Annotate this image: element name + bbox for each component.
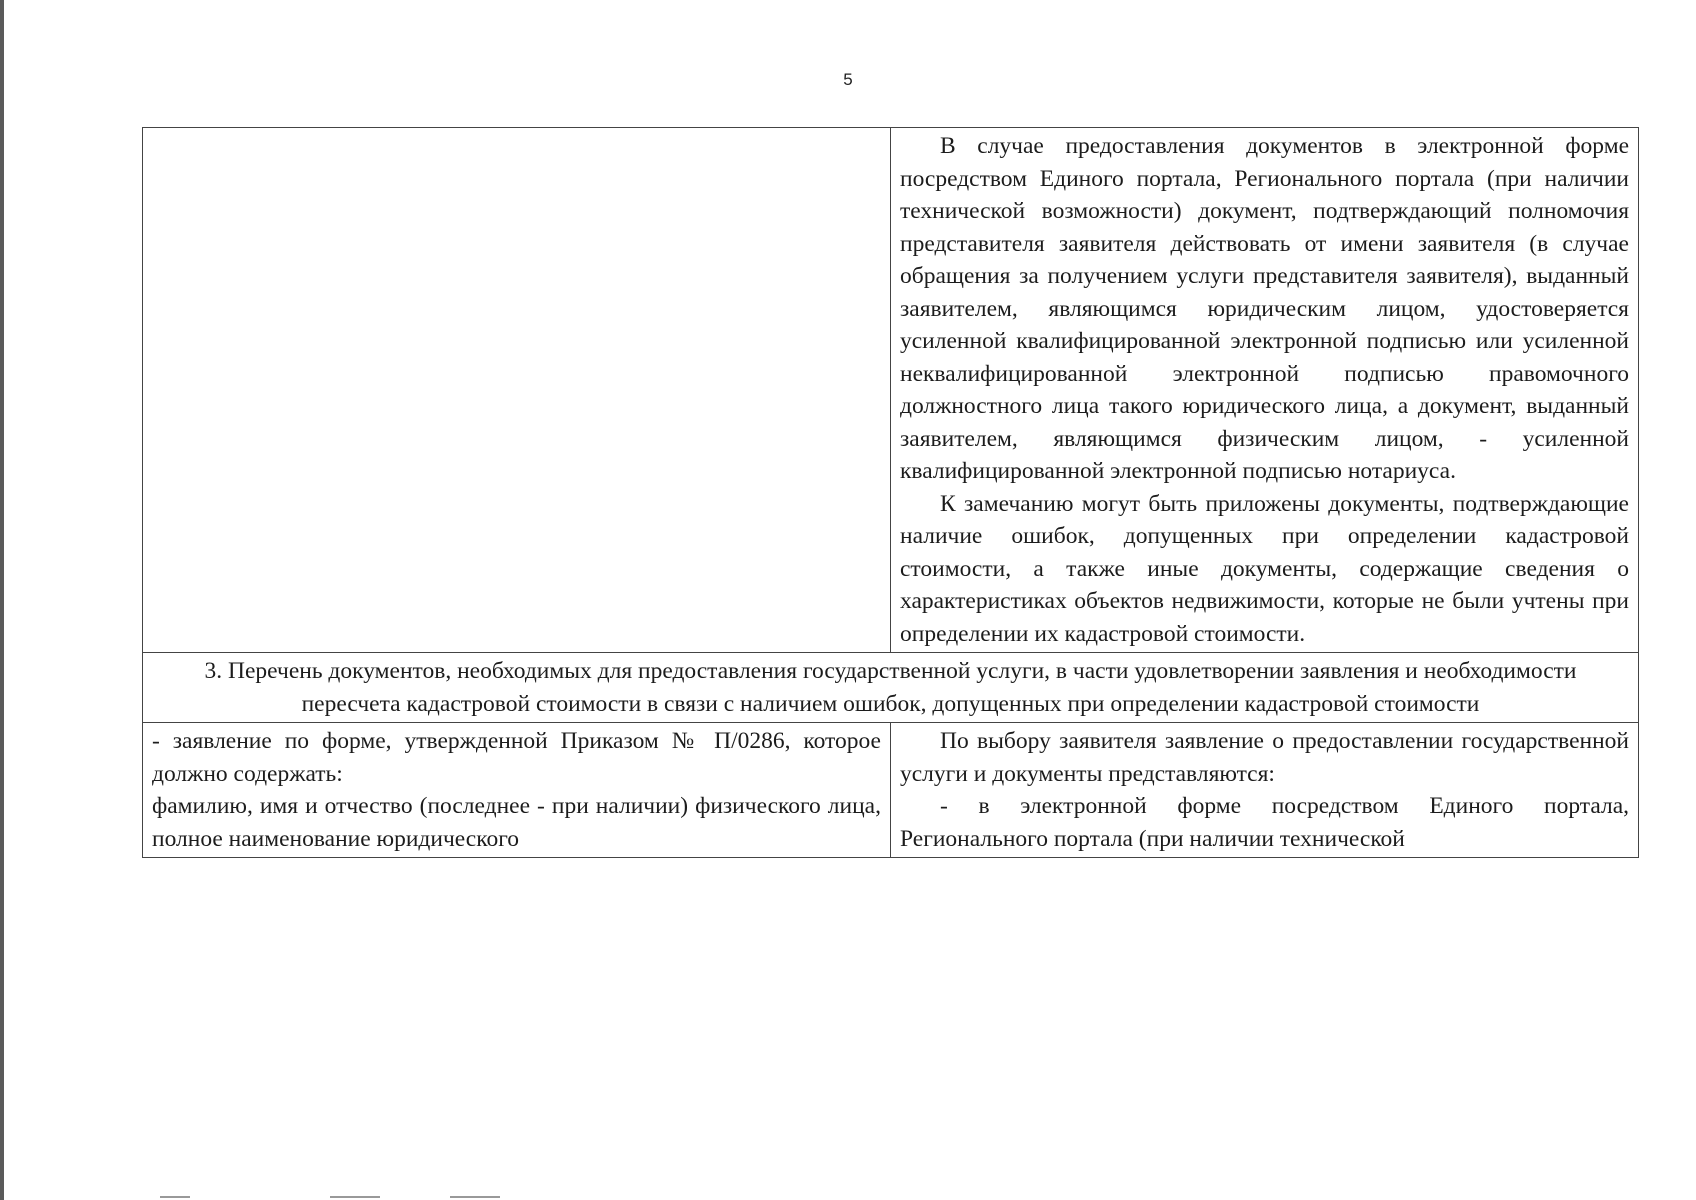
table-cell-text	[143, 723, 891, 858]
cell-content	[900, 725, 1629, 855]
paragraph-applicant-name: фамилию, имя и отчество (последнее - при наличии) физического лица, полное наименование юридического	[152, 793, 881, 852]
paragraph-attachments: К замечанию могут быть приложены документы, подтверждающие наличие ошибок, допущенных при определении кадастровой стоимости, а также иные документы, содержащие сведения о характеристиках объектов недвижимости, которые не были учтены при определении их кадастровой стоимости.	[900, 490, 1629, 647]
paragraph-submission-choice: По выбору заявителя заявление о предоставлении государственной услуги и документы представляются:	[900, 728, 1629, 787]
table-cell-text	[891, 723, 1639, 858]
document-table	[142, 127, 1639, 858]
table-row	[143, 723, 1639, 858]
scan-edge	[0, 0, 4, 1200]
paragraph-electronic-signature: В случае предоставления документов в электронной форме посредством Единого портала, Регионального портала (при наличии технической возможности) документ, подтверждающий полномочия представителя заявителя действовать от имени заявителя (в случае обращения за получением услуги представителя заявителя), выданный заявителем, являющимся юридическим лицом, удостоверяется усиленной квалифицированной электронной подписью или усиленной неквалифицированной электронной подписью правомочного должностного лица такого юридического лица, а документ, выданный заявителем, являющимся физическим лицом, - усиленной квалифицированной электронной подписью нотариуса.	[900, 133, 1629, 484]
table-cell-empty	[143, 128, 891, 653]
scan-artifacts	[160, 1196, 560, 1200]
scan-mark	[450, 1196, 500, 1198]
table-row	[143, 128, 1639, 653]
section-heading: 3. Перечень документов, необходимых для предоставления государственной услуги, в части удовлетворении заявления и необходимости пересчета кадастровой стоимости в связи с наличием ошибок, допущенных при определении кадастровой стоимости	[204, 658, 1577, 717]
page-number: 5	[843, 70, 853, 89]
paragraph-electronic-form: - в электронной форме посредством Единого портала, Регионального портала (при наличии технической	[900, 793, 1629, 852]
scan-mark	[330, 1196, 380, 1198]
section-heading-cell	[143, 653, 1639, 723]
table-row	[143, 653, 1639, 723]
cell-content	[152, 725, 881, 855]
scan-mark	[160, 1196, 190, 1198]
paragraph-application-form: - заявление по форме, утвержденной Приказом № П/0286, которое должно содержать:	[152, 728, 881, 787]
table-cell-text	[891, 128, 1639, 653]
